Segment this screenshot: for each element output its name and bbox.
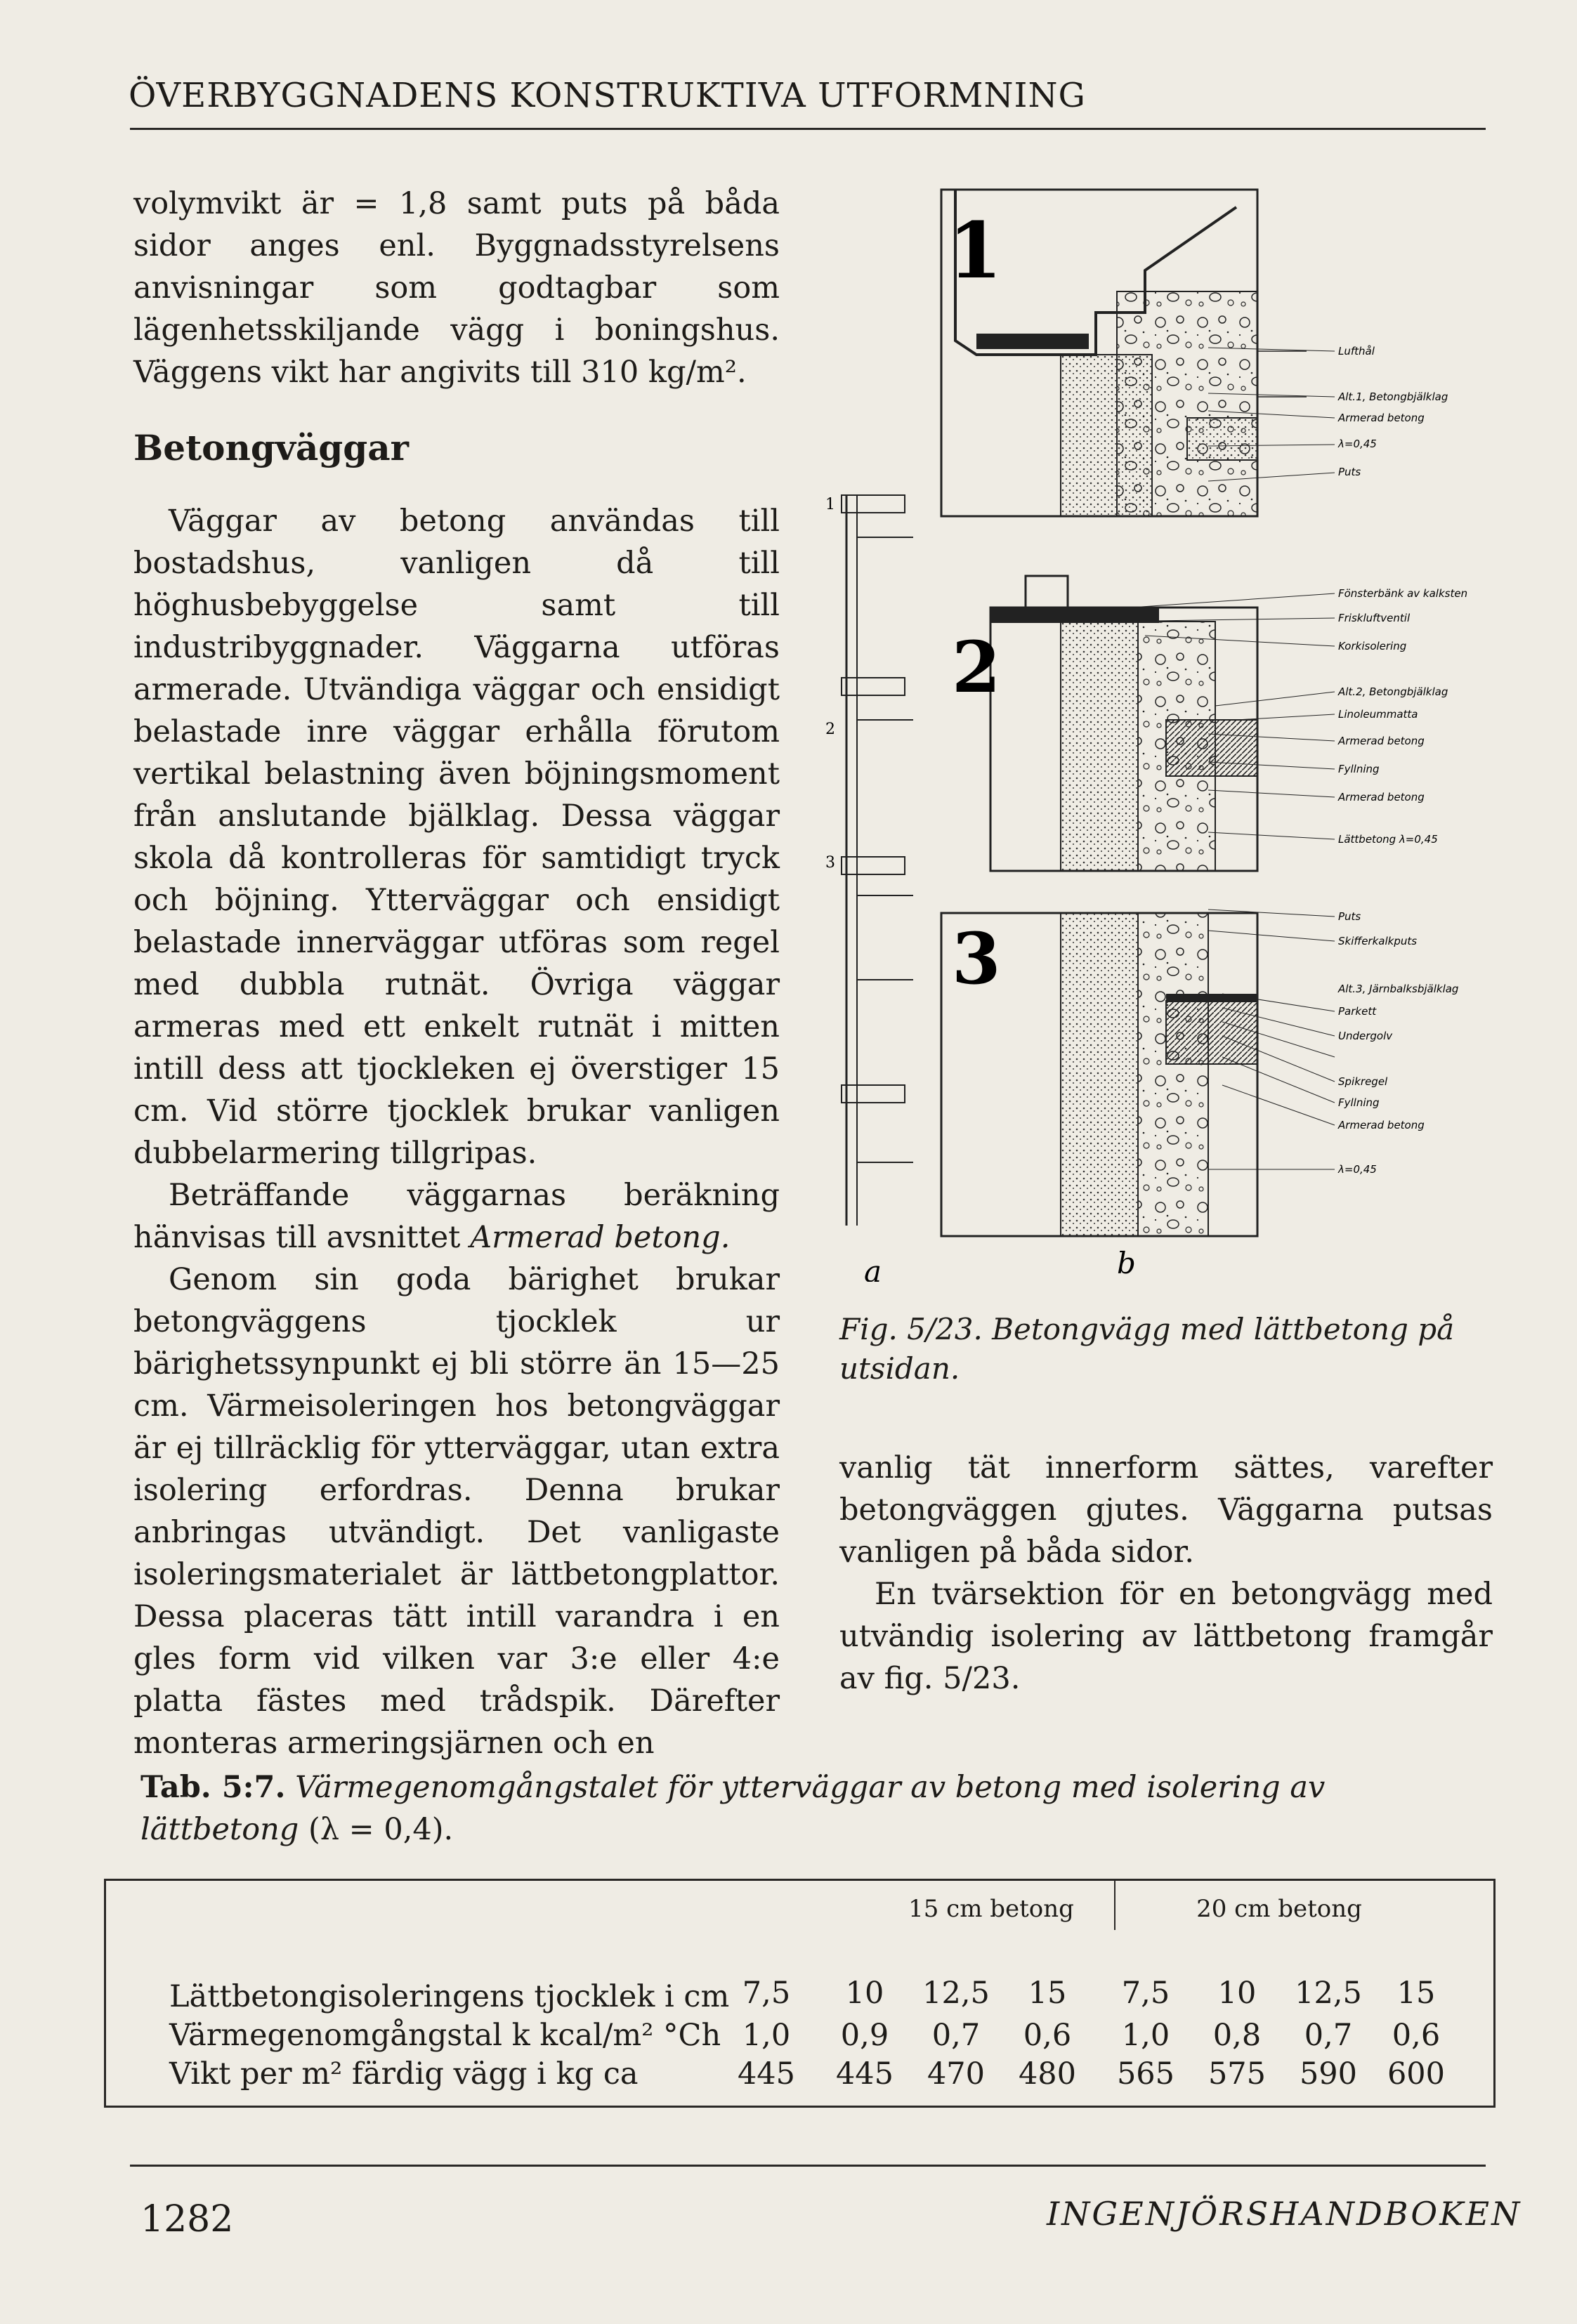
label-fyllning-3: Fyllning — [1338, 1096, 1380, 1109]
label-skifferkalkputs: Skifferkalkputs — [1338, 935, 1418, 947]
cell-r1-c7: 0,6 — [1392, 2018, 1441, 2053]
paragraph-2 — [133, 1174, 780, 1259]
elevation-number-1: 1 — [825, 496, 835, 513]
label-alt3: Alt.3, Järnbalksbjälklag — [1338, 983, 1459, 995]
running-head: ÖVERBYGGNADENS KONSTRUKTIVA UTFORMNING — [129, 76, 1086, 115]
label-fyllning-2: Fyllning — [1338, 763, 1380, 775]
label-kork: Korkisolering — [1338, 640, 1407, 652]
cell-r0-c1: 10 — [845, 1976, 884, 2011]
cell-r1-c6: 0,7 — [1304, 2018, 1353, 2053]
table-title: Värmegenomgångstalet för ytterväggar av betong med isolering av lättbetong — [140, 1770, 1326, 1847]
label-alt2: Alt.2, Betongbjälklag — [1338, 685, 1448, 698]
label-alt1: Alt.1, Betongbjälklag — [1338, 390, 1448, 403]
label-armerad-2: Armerad betong — [1338, 735, 1425, 747]
label-armerad-4: Armerad betong — [1338, 1119, 1425, 1131]
cell-r1-c1: 0,9 — [840, 2018, 889, 2053]
cell-r2-c3: 480 — [1018, 2056, 1077, 2092]
cell-r2-c1: 445 — [835, 2056, 894, 2092]
section-reference: Armerad betong. — [470, 1220, 731, 1255]
cell-r0-c6: 12,5 — [1295, 1976, 1362, 2011]
cell-r0-c3: 15 — [1028, 1976, 1067, 2011]
row-label-weight: Vikt per m² färdig vägg i kg ca — [169, 2056, 639, 2092]
cell-r0-c4: 7,5 — [1121, 1976, 1170, 2011]
header-rule — [130, 128, 1486, 130]
cell-r1-c2: 0,7 — [931, 2018, 981, 2053]
elevation-a — [842, 495, 913, 1226]
elevation-number-3: 3 — [825, 854, 835, 872]
label-a: a — [864, 1254, 882, 1282]
cell-r1-c5: 0,8 — [1212, 2018, 1262, 2053]
cell-r2-c4: 565 — [1116, 2056, 1175, 2092]
table-caption — [140, 1766, 1475, 1851]
paragraph-3: Genom sin goda bärighet brukar betongväggens tjocklek ur bärighetssynpunkt ej bli större än 15—25 cm. Värmeisoleringen hos betongväggar är ej tillräcklig för ytterväggar, utan extra isolering erfordras. Denna brukar anbringas utvändigt. Det vanligaste isoleringsmaterialet är lättbetongplattor. Dessa placeras tätt intill varandra i en gles form vid vilken var 3:e eller 4:e platta fästes med trådspik. Därefter monteras armeringsjärnen och en — [133, 1262, 780, 1761]
cell-r0-c0: 7,5 — [742, 1976, 791, 2011]
cell-r1-c0: 1,0 — [742, 2018, 791, 2053]
group-header-15cm: 15 cm betong — [908, 1895, 1074, 1923]
detail-number-2: 2 — [952, 626, 1001, 709]
cell-r1-c4: 1,0 — [1121, 2018, 1170, 2053]
label-lambda-3: λ=0,45 — [1338, 1163, 1377, 1176]
cell-r0-c7: 15 — [1396, 1976, 1436, 2011]
label-lufthal: Lufthål — [1338, 345, 1375, 357]
label-puts-3: Puts — [1338, 910, 1361, 923]
detail-number-1: 1 — [948, 205, 1002, 296]
right-paragraph-2: En tvärsektion för en betongvägg med utvändig isolering av lättbetong framgår av fig. 5/23. — [839, 1577, 1493, 1696]
intro-paragraph: volymvikt är = 1,8 samt puts på båda sidor anges enl. Byggnadsstyrelsens anvisningar som godtagbar som lägenhetsskiljande vägg i boningshus. Väggens vikt har angivits till 310 kg/m². — [133, 186, 780, 390]
detail-number-3: 3 — [952, 917, 1001, 1000]
table-label: Tab. 5:7. — [140, 1770, 286, 1805]
data-table — [104, 1879, 1496, 2108]
label-armerad-1: Armerad betong — [1338, 412, 1425, 424]
cell-r0-c5: 10 — [1217, 1976, 1257, 2011]
group-header-20cm: 20 cm betong — [1196, 1895, 1362, 1923]
label-lattbetong: Lättbetong λ=0,45 — [1338, 833, 1438, 846]
book-title: INGENJÖRSHANDBOKEN — [1047, 2195, 1522, 2233]
table-param: (λ = 0,4). — [308, 1812, 454, 1847]
group-divider — [1114, 1881, 1115, 1930]
right-paragraph-1: vanlig tät innerform sättes, varefter betongväggen gjutes. Väggarna putsas vanligen på båda sidor. — [839, 1450, 1493, 1570]
figure-wall-section — [815, 186, 1510, 1282]
label-lambda-1: λ=0,45 — [1338, 438, 1377, 450]
section-heading: Betongväggar — [133, 427, 409, 468]
cell-r2-c2: 470 — [927, 2056, 986, 2092]
paragraph-2-text: Beträffande väggarnas beräkning hänvisas till avsnittet — [133, 1178, 780, 1255]
page-number: 1282 — [140, 2198, 234, 2240]
cell-r0-c2: 12,5 — [922, 1976, 990, 2011]
row-label-thickness: Lättbetongisoleringens tjocklek i cm — [169, 1979, 730, 2014]
cell-r2-c5: 575 — [1208, 2056, 1267, 2092]
cell-r1-c3: 0,6 — [1023, 2018, 1072, 2053]
elevation-number-2: 2 — [825, 721, 835, 738]
label-armerad-3: Armerad betong — [1338, 791, 1425, 803]
label-puts-1: Puts — [1338, 466, 1361, 478]
label-fonsterbank: Fönsterbänk av kalksten — [1338, 587, 1468, 600]
left-column — [133, 183, 780, 1764]
label-spikregel: Spikregel — [1338, 1075, 1388, 1088]
right-column — [839, 1447, 1493, 1700]
paragraph-1: Väggar av betong användas till bostadshus, vanligen då till höghusbebyggelse samt till industribyggnader. Väggarna utföras armerade. Utvändiga väggar och ensidigt belastade inre väggar erhålla förutom vertikal belastning även böjningsmoment från anslutande bjälklag. Dessa väggar skola då kontrolleras för samtidigt tryck och böjning. Ytterväggar och ensidigt belastade innerväggar utföras som regel med dubbla rutnät. Övriga väggar armeras med ett enkelt rutnät i mitten intill dess att tjockleken ej överstiger 15 cm. Vid större tjocklek brukar vanligen dubbelarmering tillgripas. — [133, 504, 780, 1171]
label-linoleum: Linoleummatta — [1338, 708, 1418, 721]
label-undergolv: Undergolv — [1338, 1030, 1393, 1042]
cell-r2-c0: 445 — [737, 2056, 796, 2092]
figure-caption: Fig. 5/23. Betongvägg med lättbetong på utsidan. — [839, 1312, 1455, 1386]
cell-r2-c6: 590 — [1299, 2056, 1358, 2092]
label-friskluft: Friskluftventil — [1338, 612, 1411, 624]
footer-rule — [130, 2165, 1486, 2167]
row-label-kvalue: Värmegenomgångstal k kcal/m² °Ch — [169, 2018, 721, 2053]
cell-r2-c7: 600 — [1387, 2056, 1446, 2092]
label-parkett: Parkett — [1338, 1005, 1377, 1018]
label-b: b — [1117, 1246, 1136, 1280]
